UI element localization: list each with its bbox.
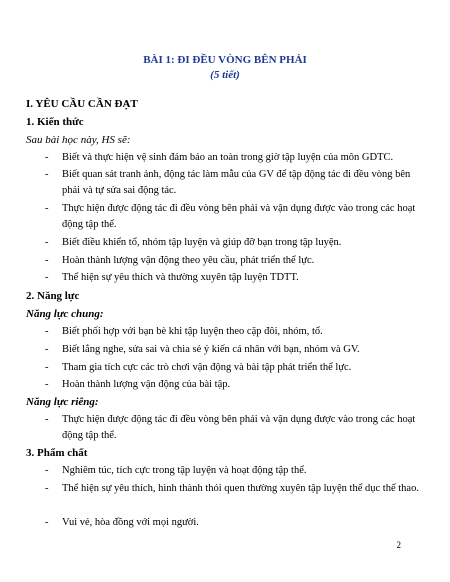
list-item: - Biết điều khiển tổ, nhóm tập luyện và giúp đỡ bạn trong tập luyện. bbox=[45, 237, 342, 248]
heading-specific-competence: Năng lực riêng: bbox=[26, 396, 99, 408]
list-item: - Biết lắng nghe, sửa sai và chia sẻ ý kiến cá nhân với bạn, nhóm và GV. bbox=[45, 344, 360, 355]
list-item: - Thể hiện sự yêu thích và thường xuyên tập luyện TDTT. bbox=[45, 272, 299, 283]
list-item: - Thực hiện được động tác đi đều vòng bên phải và vận dụng được vào trong các hoạt động tập thể. bbox=[45, 414, 416, 441]
section-heading-requirements: I. YÊU CẦU CẦN ĐẠT bbox=[26, 98, 138, 110]
page-number: 2 bbox=[396, 540, 401, 550]
list-item: - Tham gia tích cực các trò chơi vận động và bài tập phát triển thể lực. bbox=[45, 362, 352, 373]
heading-general-competence: Năng lực chung: bbox=[26, 308, 104, 320]
list-item: - Thực hiện được động tác đi đều vòng bên phải và vận dụng được vào trong các hoạt động tập thể. bbox=[45, 203, 416, 230]
heading-knowledge: 1. Kiến thức bbox=[26, 116, 84, 128]
knowledge-intro: Sau bài học này, HS sẽ: bbox=[26, 134, 131, 146]
heading-competence: 2. Năng lực bbox=[26, 290, 80, 302]
list-item: - Thể hiện sự yêu thích, hình thành thói quen thường xuyên tập luyện thể dục thể thao. bbox=[45, 483, 419, 494]
lesson-title: BÀI 1: ĐI ĐỀU VÒNG BÊN PHẢI bbox=[143, 54, 307, 66]
list-item: - Biết và thực hiện vệ sinh đảm bảo an toàn trong giờ tập luyện của môn GDTC. bbox=[45, 152, 394, 163]
list-item: - Hoàn thành lượng vận động theo yêu cầu, phát triển thể lực. bbox=[45, 255, 315, 266]
lesson-duration: (5 tiết) bbox=[210, 69, 240, 81]
list-item: - Hoàn thành lượng vận động của bài tập. bbox=[45, 379, 231, 390]
list-item: - Vui vẻ, hòa đồng với mọi người. bbox=[45, 517, 199, 528]
list-item: - Biết quan sát tranh ảnh, động tác làm mẫu của GV để tập động tác đi đều vòng bên phải và tự sửa sai động tác. bbox=[45, 169, 411, 196]
list-item: - Biết phối hợp với bạn bè khi tập luyện theo cặp đôi, nhóm, tổ. bbox=[45, 326, 323, 337]
heading-qualities: 3. Phẩm chất bbox=[26, 447, 88, 459]
list-item: - Nghiêm túc, tích cực trong tập luyện và hoạt động tập thể. bbox=[45, 465, 307, 476]
